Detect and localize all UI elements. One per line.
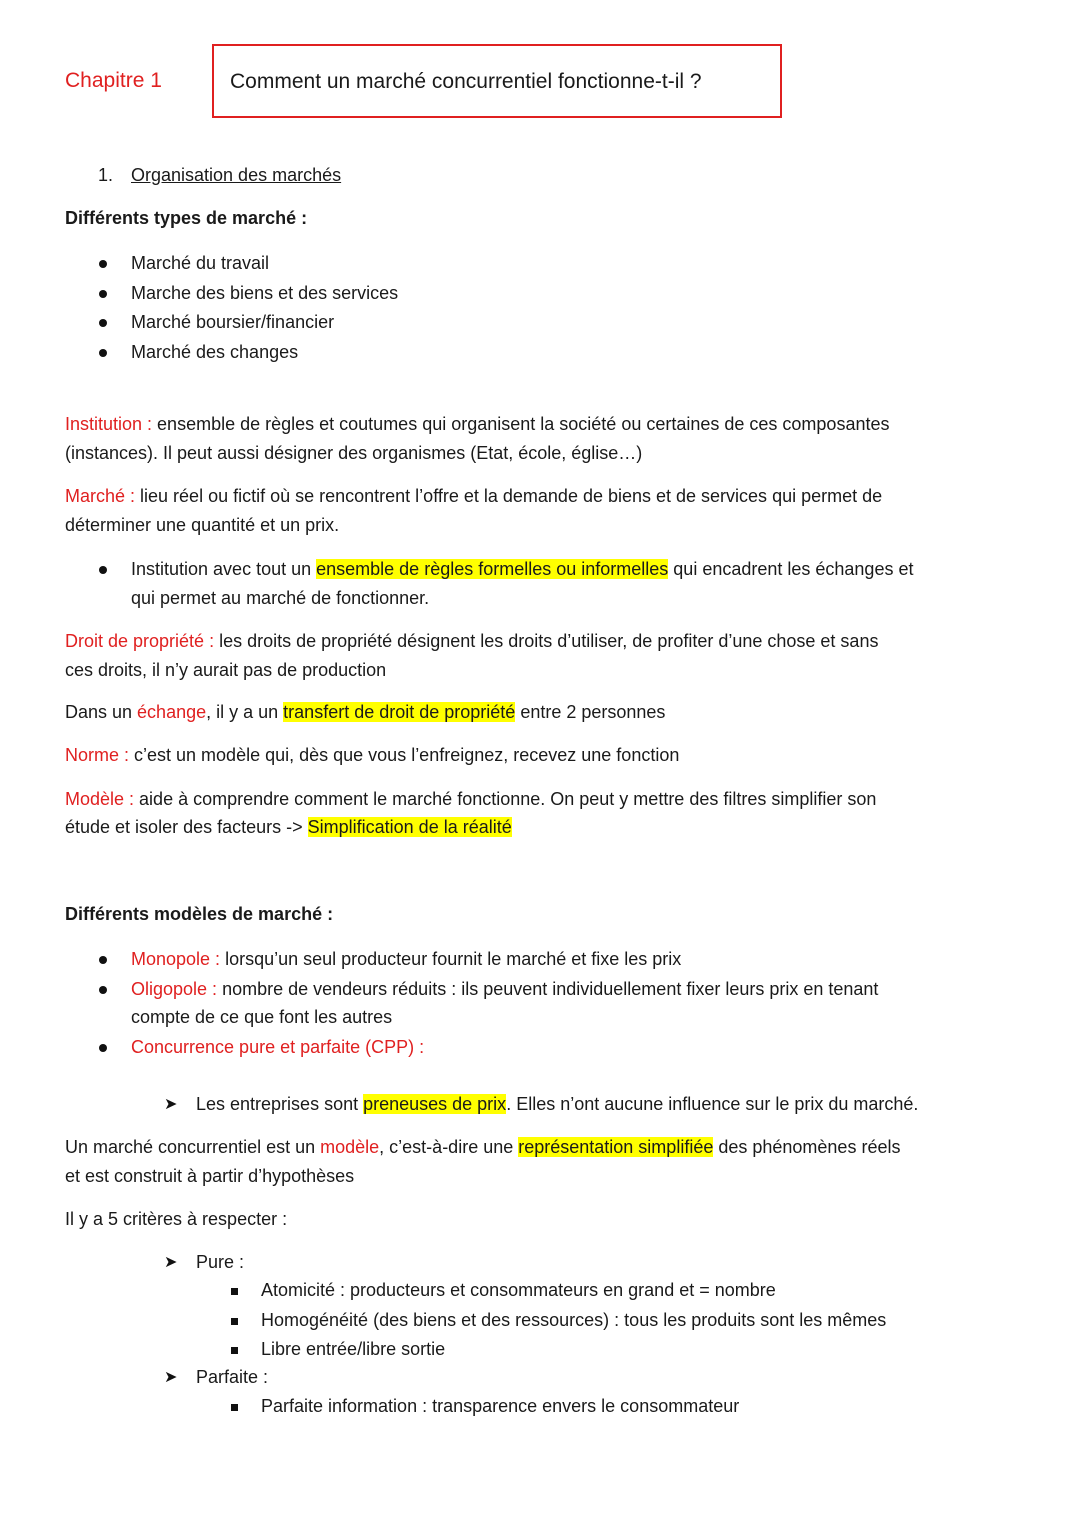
list-item: Marché des changes [131,342,299,362]
marche-bullet-pre: Institution avec tout un [131,559,317,579]
title-box [212,44,782,118]
list-item: Marché boursier/financier [131,312,335,332]
concurrentiel-pre: Un marché concurrentiel est un [65,1137,321,1157]
norme-term: Norme : [65,745,130,765]
droit-line1 [65,631,878,652]
types-heading: Différents types de marché : [65,208,308,228]
monopole-text: lorsqu’un seul producteur fournit le marché et fixe les prix [220,949,682,969]
oligopole-item [131,979,878,1000]
cpp-term: Concurrence pure et parfaite (CPP) : [131,1037,425,1057]
modele-text: aide à comprendre comment le marché fonctionne. On peut y mettre des filtres simplifier son [134,789,877,809]
page-title: Comment un marché concurrentiel fonctionne-t-il ? [230,70,702,93]
echange-mid: , il y a un [206,702,284,722]
concurrentiel-term: modèle [320,1137,380,1157]
norme-line [65,745,679,766]
concurrentiel-line1 [65,1137,900,1158]
monopole-term: Monopole : [131,949,221,969]
institution-term: Institution : [65,414,153,434]
list-item: Libre entrée/libre sortie [261,1339,446,1359]
marche-bullet [131,559,913,580]
concurrentiel-post: des phénomènes réels [713,1137,901,1157]
oligopole-term: Oligopole : [131,979,218,999]
cpp-arrow-post: . Elles n’ont aucune influence sur le prix du marché. [506,1094,919,1114]
institution-line1 [65,414,889,435]
institution-text: ensemble de règles et coutumes qui organisent la société ou certaines de ces composantes [152,414,890,434]
cpp-arrow-highlight: preneuses de prix [363,1094,507,1114]
modeles-heading: Différents modèles de marché : [65,904,334,924]
square-bullet-icon [231,1318,238,1325]
echange-post: entre 2 personnes [515,702,666,722]
parfaite-label: Parfaite : [196,1367,269,1387]
echange-line [65,702,665,723]
cpp-arrow-pre: Les entreprises sont [196,1094,364,1114]
list-item: Homogénéité (des biens et des ressources) : tous les produits sont les mêmes [261,1310,887,1330]
marche-line1 [65,486,882,507]
square-bullet-icon [231,1347,238,1354]
marche-bullet-post: qui encadrent les échanges et [668,559,914,579]
bullet-icon [99,566,107,574]
oligopole-line2: compte de ce que font les autres [131,1007,393,1027]
arrow-bullet-icon: ➤ [164,1096,178,1113]
bullet-icon [99,260,107,268]
institution-line2: (instances). Il peut aussi désigner des organismes (Etat, école, église…) [65,443,643,463]
droit-text: les droits de propriété désignent les droits d’utiliser, de profiter d’une chose et sans [214,631,879,651]
arrow-bullet-icon: ➤ [164,1369,178,1386]
bullet-icon [99,319,107,327]
modele-term: Modèle : [65,789,135,809]
bullet-icon [99,956,107,964]
arrow-bullet-icon: ➤ [164,1254,178,1271]
marche-line2: déterminer une quantité et un prix. [65,515,340,535]
pure-label: Pure : [196,1252,245,1272]
list-item: Marche des biens et des services [131,283,399,303]
list-item: Marché du travail [131,253,270,273]
marche-text: lieu réel ou fictif où se rencontrent l’offre et la demande de biens et de services qui permet de [135,486,883,506]
modele-line1 [65,789,876,810]
section-number: 1. [98,165,114,185]
marche-bullet-line2: qui permet au marché de fonctionner. [131,588,430,608]
modele-line2-pre: étude et isoler des facteurs -> [65,817,308,837]
oligopole-text: nombre de vendeurs réduits : ils peuvent individuellement fixer leurs prix en tenant [217,979,879,999]
concurrentiel-highlight: représentation simplifiée [518,1137,714,1157]
list-item: Parfaite information : transparence envers le consommateur [261,1396,740,1416]
bullet-icon [99,349,107,357]
echange-pre: Dans un [65,702,138,722]
square-bullet-icon [231,1288,238,1295]
marche-bullet-highlight: ensemble de règles formelles ou informelles [316,559,669,579]
echange-highlight: transfert de droit de propriété [283,702,516,722]
modele-highlight: Simplification de la réalité [307,817,512,837]
droit-line2: ces droits, il n’y aurait pas de production [65,660,387,680]
marche-term: Marché : [65,486,136,506]
section-title: Organisation des marchés [131,165,342,185]
bullet-icon [99,986,107,994]
cpp-arrow-item [196,1094,918,1115]
chapter-label: Chapitre 1 [65,69,162,92]
square-bullet-icon [231,1404,238,1411]
norme-text: c’est un modèle qui, dès que vous l’enfreignez, recevez une fonction [129,745,680,765]
list-item: Atomicité : producteurs et consommateurs en grand et = nombre [261,1280,776,1300]
concurrentiel-mid: , c’est-à-dire une [379,1137,519,1157]
concurrentiel-line2: et est construit à partir d’hypothèses [65,1166,355,1186]
modele-line2 [65,817,512,838]
bullet-icon [99,290,107,298]
bullet-icon [99,1044,107,1052]
criteres-intro: Il y a 5 critères à respecter : [65,1209,288,1229]
droit-term: Droit de propriété : [65,631,215,651]
echange-term: échange [137,702,207,722]
monopole-item [131,949,681,970]
